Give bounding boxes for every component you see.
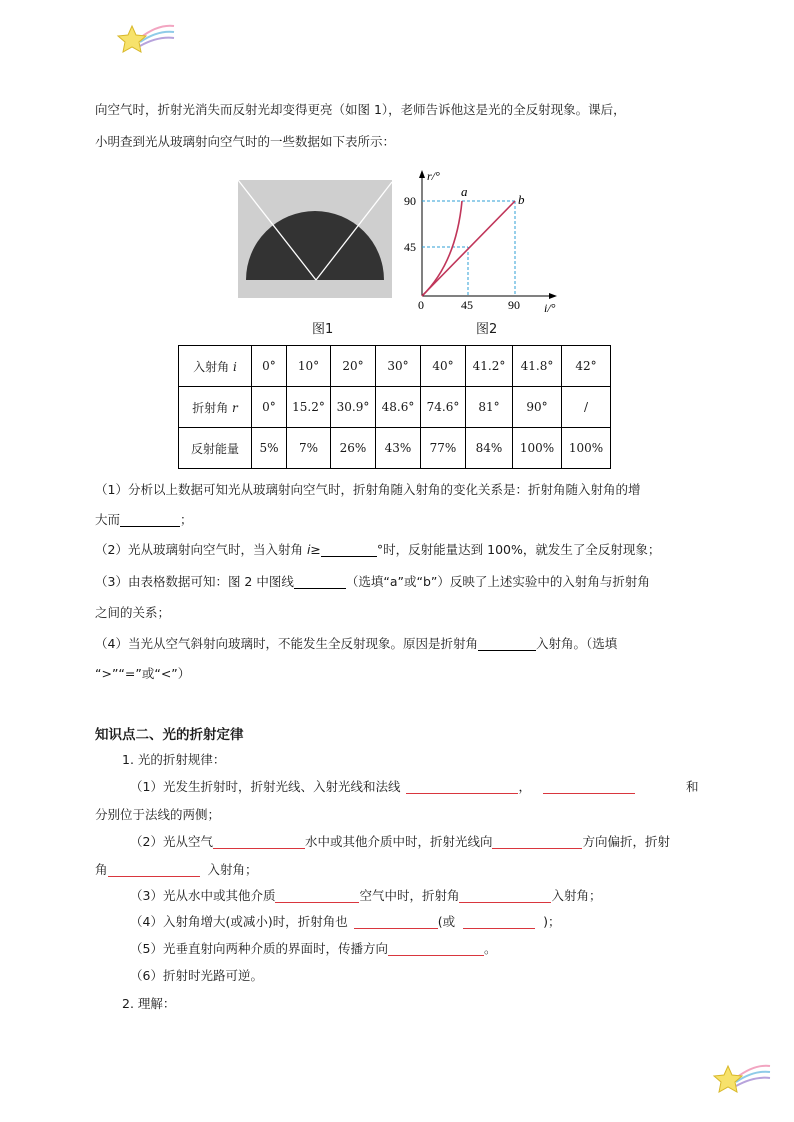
x-tick-90: 90 (508, 298, 520, 312)
table-cell: 81° (466, 387, 513, 428)
table-cell: 0° (252, 387, 287, 428)
understanding-title: 2. 理解： (122, 996, 176, 1011)
answer-blank-r2c[interactable] (108, 862, 200, 877)
table-cell: 84% (466, 428, 513, 469)
answer-blank-r4b[interactable] (463, 914, 535, 929)
answer-blank-r2a[interactable] (213, 834, 305, 849)
question-4-line-2: “>”“=”或“<”） (95, 666, 191, 681)
table-cell: 40° (421, 346, 466, 387)
table-cell: 15.2° (287, 387, 331, 428)
answer-blank-r3b[interactable] (459, 888, 551, 903)
answer-blank-r1b[interactable] (543, 779, 635, 794)
question-4-line-1: （4）当光从空气斜射向玻璃时，不能发生全反射现象。原因是折射角 入射角。（选填 (95, 636, 618, 651)
curve-a-label: a (461, 184, 468, 199)
table-row-energy (179, 428, 611, 469)
table-cell: 74.6° (421, 387, 466, 428)
table-cell: 42° (562, 346, 611, 387)
table-row-header: 入射角 i (179, 346, 252, 387)
table-cell: 10° (287, 346, 331, 387)
curve-b-label: b (518, 192, 525, 207)
table-cell: 0° (252, 346, 287, 387)
x-tick-45: 45 (461, 298, 473, 312)
table-row-incidence (179, 346, 611, 387)
rule-1-and: 和 (686, 779, 699, 794)
table-cell: 26% (331, 428, 376, 469)
answer-blank-r4a[interactable] (354, 914, 438, 929)
answer-blank-r2b[interactable] (492, 834, 582, 849)
table-cell: 41.2° (466, 346, 513, 387)
table-cell: 30.9° (331, 387, 376, 428)
table-cell: 5% (252, 428, 287, 469)
origin-label: 0 (418, 298, 424, 312)
rule-3: （3）光从水中或其他介质 空气中时，折射角 入射角； (130, 888, 602, 903)
table-cell: 30° (376, 346, 421, 387)
answer-blank-r1a[interactable] (406, 779, 518, 794)
table-row-refraction (179, 387, 611, 428)
rule-1-line-2: 分别位于法线的两侧； (95, 807, 221, 822)
i-axis-label: i/° (544, 301, 556, 315)
question-1-line-1: （1）分析以上数据可知光从玻璃射向空气时，折射角随入射角的变化关系是：折射角随入射角的增 (95, 482, 641, 497)
y-tick-90: 90 (404, 194, 416, 208)
question-2: （2）光从玻璃射向空气时，当入射角 i≥ °时，反射能量达到 100%，就发生了全反射现象； (95, 542, 661, 557)
table-cell: / (562, 387, 611, 428)
figure-1-semicircle (238, 180, 392, 298)
table-cell: 77% (421, 428, 466, 469)
intro-line-1: 向空气时，折射光消失而反射光却变得更亮（如图 1），老师告诉他这是光的全反射现象。课后， (95, 102, 626, 117)
figure-1-caption: 图1 (312, 322, 334, 337)
answer-blank-4[interactable] (478, 636, 536, 651)
question-3-line-2: 之间的关系； (95, 605, 171, 620)
table-cell: 41.8° (513, 346, 562, 387)
curve-b (422, 201, 515, 296)
table-cell: 100% (513, 428, 562, 469)
question-3-line-1: （3）由表格数据可知：图 2 中图线 （选填“a”或“b”）反映了上述实验中的入射角与折射角 (95, 574, 650, 589)
answer-blank-2[interactable] (321, 542, 377, 557)
rule-5: （5）光垂直射向两种介质的界面时，传播方向 。 (130, 941, 497, 956)
rule-title: 1. 光的折射规律： (122, 752, 226, 767)
table-cell: 100% (562, 428, 611, 469)
answer-blank-3[interactable] (294, 574, 346, 589)
intro-line-2: 小明查到光从玻璃射向空气时的一些数据如下表所示： (95, 134, 396, 149)
question-1-line-2: 大而 ； (95, 512, 193, 527)
table-cell: 90° (513, 387, 562, 428)
star-decoration-top (112, 20, 176, 60)
r-axis-label: r/° (427, 169, 440, 183)
answer-blank-r3a[interactable] (275, 888, 359, 903)
curve-a (422, 201, 462, 296)
refraction-data-table (178, 345, 611, 469)
figure-2-graph (404, 168, 564, 318)
table-cell: 7% (287, 428, 331, 469)
rule-2-line-1: （2）光从空气 水中或其他介质中时，折射光线向 方向偏折，折射 (130, 834, 670, 849)
table-cell: 48.6° (376, 387, 421, 428)
table-row-header: 折射角 r (179, 387, 252, 428)
rule-1-line-1: （1）光发生折射时，折射光线、入射光线和法线 ， (130, 778, 635, 796)
star-decoration-bottom (708, 1060, 772, 1100)
table-cell: 20° (331, 346, 376, 387)
figure-2-caption: 图2 (476, 322, 498, 337)
rule-2-line-2: 角 入射角； (95, 862, 258, 877)
section-2-heading: 知识点二、光的折射定律 (95, 727, 244, 743)
y-tick-45: 45 (404, 240, 416, 254)
rule-4: （4）入射角增大(或减小)时，折射角也 (或 )； (130, 914, 561, 929)
table-row-header: 反射能量 (179, 428, 252, 469)
table-cell: 43% (376, 428, 421, 469)
rule-6: （6）折射时光路可逆。 (130, 968, 263, 983)
answer-blank-1[interactable] (120, 512, 180, 527)
answer-blank-r5[interactable] (388, 941, 484, 956)
